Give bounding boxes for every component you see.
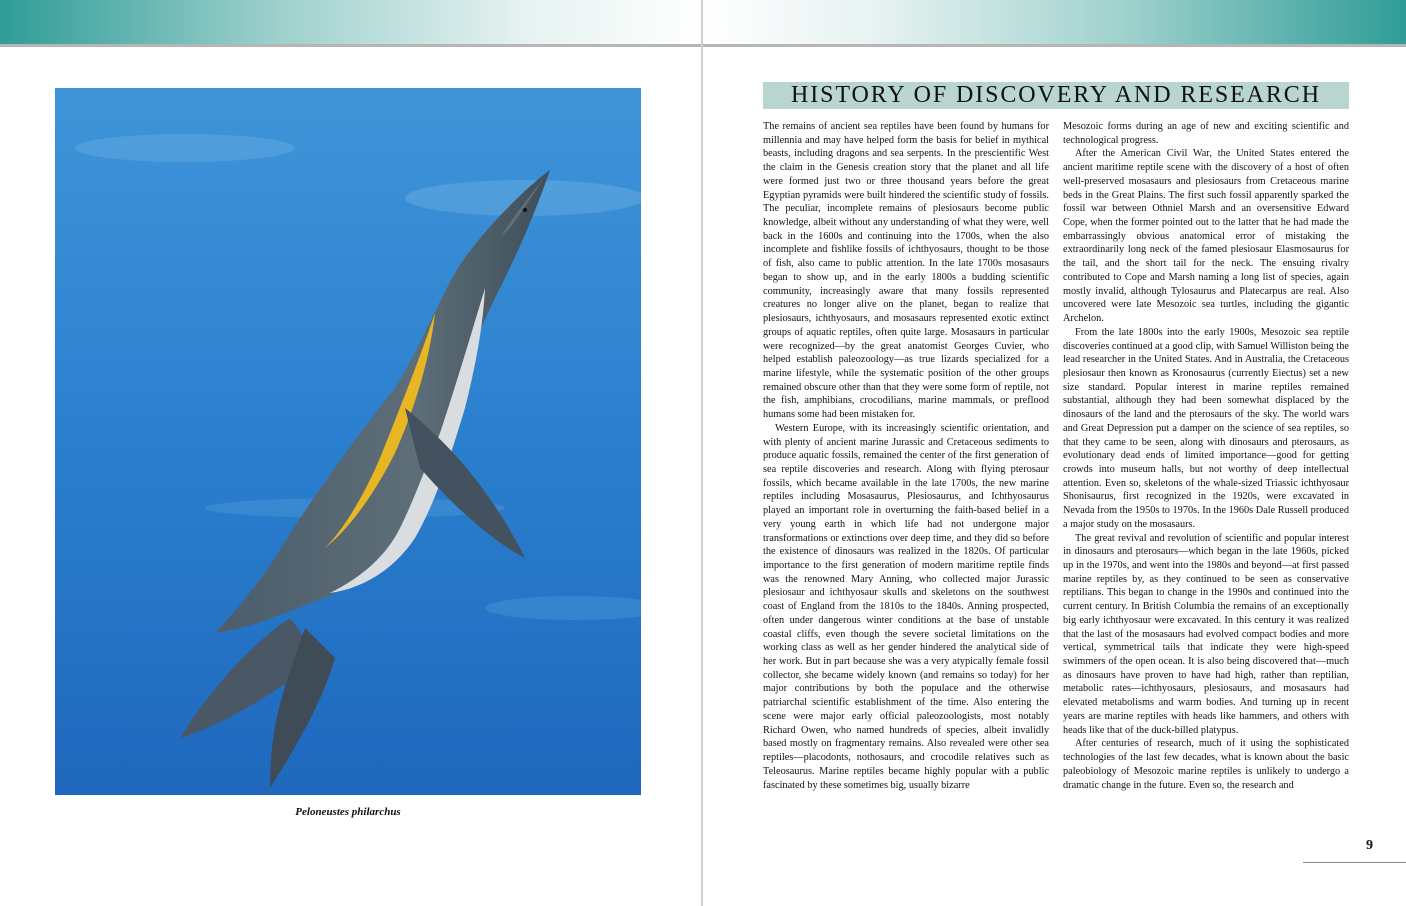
paragraph: Western Europe, with its increasingly scientific orientation, and with plenty of ancient marine Jurassic and Cretaceous sediments to produce aquatic fossils, remained the center of the first generation of sea reptile discoveries and research. Along with flying pterosaur fossils, which became available in the late 1700s, the new marine reptiles including Mosasaurus, Plesiosaurus, and Ichthyosaurus played an important role in overturning the faith-based belief in a very young earth in which life had not undergone major transformations or extinctions over deep time, and they did so before the existence of dinosaurs was realized in the 1820s. Of particular importance to the first generation of modern maritime reptile finds was the renowned Mary Anning, who collected major Jurassic plesiosaur and ichthyosaur skulls and skeletons on the southwest coast of England from the 1810s to the 1840s. Anning prospected, often under dangerous winter conditions at the base of unstable coastal cliffs, even though the severe societal limitations on the working class as well as her gender hindered the analytical side of her work. But in part because she was a very atypically female fossil collector, she became widely known (and remains so today) for her major contributions by both the populace and the otherwise patriarchal scientific establishment of the time. Also entering the scene were major early official paleozoologists, most notably Richard Owen, who named hundreds of species, albeit invalidly based mostly on fragmentary remains. Also revealed were other sea reptiles—placodonts, nothosaurs, and crocodile relatives such as Teleosaurus. Marine reptiles became highly popular with a public fascinated by these sometimes big, usually bizarre	[763, 422, 1049, 791]
paragraph: From the late 1800s into the early 1900s, Mesozoic sea reptile discoveries continued at a good clip, with Samuel Williston being the lead researcher in the United States. And in Australia, the Cretaceous plesiosaur then known as Kronosaurus (currently Eiectus) set a new size standard. Popular interest in marine reptiles remained substantial, although they had been somewhat displaced by the dinosaurs of the land and the pterosaurs of the sky. The world wars and Great Depression put a damper on the science of sea reptiles, so that they came to be seen, along with dinosaurs and pterosaurs, as evolutionary dead ends of limited importance—good for getting crowds into museum halls, but not worthy of deep intellectual attention. Even so, skeletons of the whale-sized Triassic ichthyosaur Shonisaurus, first recognized in the 1920s, were excavated in Nevada from the 1950s to 1970s. In the 1960s Dale Russell produced a major study on the mosasaurs.	[1063, 326, 1349, 530]
plesiosaur-illustration	[55, 88, 641, 795]
section-heading: HISTORY OF DISCOVERY AND RESEARCH	[791, 82, 1321, 108]
paragraph: Mesozoic forms during an age of new and exciting scientific and technological progress.	[1063, 121, 1349, 146]
paragraph: The remains of ancient sea reptiles have been found by humans for millennia and may have helped form the basis for belief in mythical beasts, including dragons and sea serpents. In the prescientific West the claim in the Genesis creation story that the planet and all life were formed just two or three thousand years before the great Egyptian pyramids were built hindered the scientific study of fossils. The peculiar, incomplete remains of plesiosaurs become public knowledge, albeit without any understanding of what they were, well back in the 1600s and continuing into the 1700s, when the also incomplete and fishlike fossils of ichthyosaurs, thought to be those of fish, also came to public attention. In the late 1700s mosasaurs began to show up, and in the early 1800s a budding scientific community, increasingly aware that many fossils represented creatures no longer alive on the planet, began to realize that plesiosaurs, ichthyosaurs, and mosasaurs represented exotic extinct groups of aquatic reptiles, often quite large. Mosasaurs in particular were recognized—by the great anatomist Georges Cuvier, who helped establish paleozoology—as true lizards specialized for a marine lifestyle, while the systematic position of the other groups remained obscure other than that they were some form of reptile, not the fish, amphibians, crocodilians, marine mammals, or preflood humans some had been mistaken for.	[763, 121, 1049, 421]
header-rule	[0, 44, 1406, 47]
text-column-left	[763, 120, 1049, 826]
page-gutter	[701, 0, 703, 906]
footer-rule	[1303, 862, 1406, 863]
page-number: 9	[1366, 838, 1373, 853]
plesiosaur-painting	[55, 88, 641, 795]
paragraph: After centuries of research, much of it using the sophisticated technologies of the last few decades, what is known about the basic paleobiology of Mesozoic marine reptiles is unlikely to undergo a dramatic change in the future. Even so, the research and	[1063, 738, 1349, 791]
header-band-left	[0, 0, 701, 44]
paragraph: The great revival and revolution of scientific and popular interest in dinosaurs and pterosaurs—which began in the late 1960s, picked up in the 1970s, and went into the 1980s and beyond—at first passed marine reptiles by, as they continued to be seen as conservative reptilians. This began to change in the 1990s and continued into the current century. In British Columbia the remains of an exceptionally big early ichthyosaur were excavated. In this century it was realized that the last of the mosasaurs had evolved compact bodies and more vertical, symmetrical tails that indicate they were high-speed swimmers of the open ocean. It is also being discovered that—much as dinosaurs have proven to have had high, rather than reptilian, metabolic rates—ichthyosaurs, plesiosaurs, and mosasaurs had elevated metabolisms and warm bodies. And turning up in recent years are marine reptiles with heads like hammers, and others with heads like that of the duck-billed platypus.	[1063, 532, 1349, 736]
text-column-right	[1063, 120, 1349, 826]
paragraph: After the American Civil War, the United States entered the ancient maritime reptile scene with the discovery of a host of often well-preserved mosasaurs and plesiosaurs from Cretaceous marine beds in the Great Plains. The first such fossil apparently sparked the fossil war between Othniel Marsh and an oversensitive Edward Cope, when the former pointed out to the latter that he had made the embarrassingly obvious anatomical error of mistaking the extraordinarily long neck of the famed plesiosaur Elasmosaurus for the tail, and the short tail for the neck. The ensuing rivalry contributed to Cope and Marsh naming a long list of species, again mostly invalid, although Tylosaurus and Platecarpus are real. Also uncovered were late Mesozoic sea turtles, including the gigantic Archelon.	[1063, 148, 1349, 325]
figure-caption: Peloneustes philarchus	[295, 806, 401, 818]
header-band-right	[704, 0, 1406, 44]
